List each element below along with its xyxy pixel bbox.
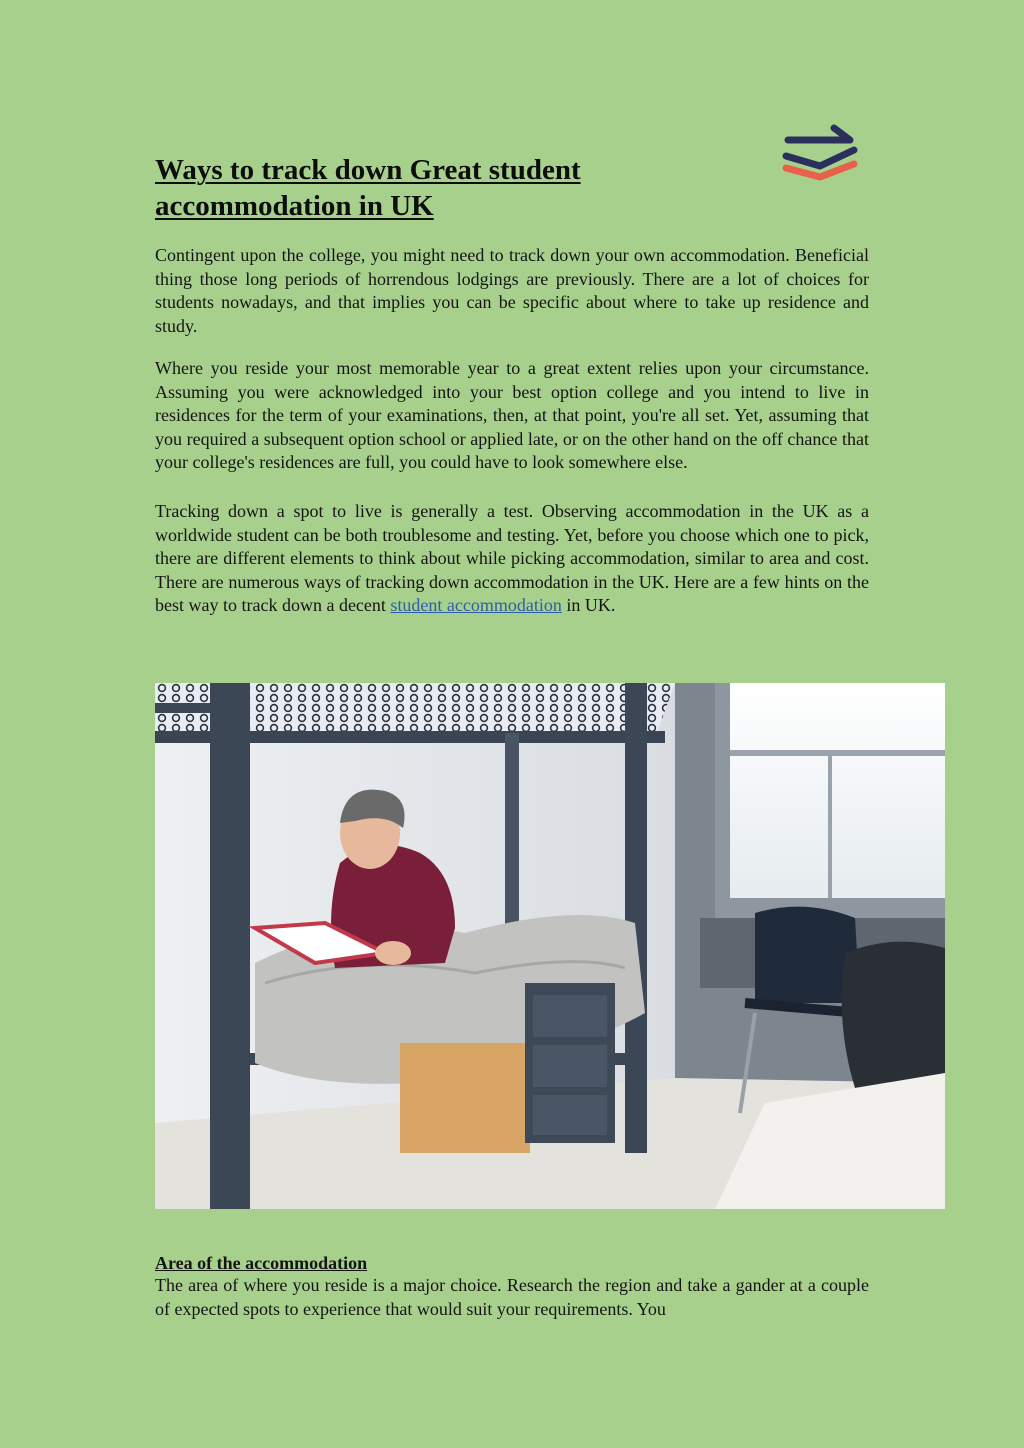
dorm-room-photo xyxy=(155,683,945,1209)
area-paragraph: The area of where you reside is a major choice. Research the region and take a gander at a couple of expected spots to experience that would suit your requirements. You xyxy=(155,1275,869,1319)
tips-text-end: in UK. xyxy=(561,595,616,616)
chevron-stack-logo-icon xyxy=(778,120,862,182)
intro-paragraph: Contingent upon the college, you might need to track down your own accommodation. Beneficial thing those long periods of horrendous lodgings are previously. There are a lot of choices for students nowadays, and that implies you can be specific about where to take up residence and study. xyxy=(155,245,869,336)
tips-paragraph xyxy=(155,500,869,618)
student-accommodation-link[interactable]: student accommodation xyxy=(390,595,562,616)
tips-text: Tracking down a spot to live is generally a test. Observing accommodation in the UK as a worldwide student can be both troublesome and testing. Yet, before you choose which one to pick, there are different elements to think about while picking accommodation, similar to area and cost. There are numerous ways of tracking down accommodation in the UK. Here are a few hints on the best way to track down a decent xyxy=(155,501,869,616)
area-section-heading: Area of the accommodation xyxy=(155,1253,368,1273)
article-title: Ways to track down Great student accommodation in UK xyxy=(155,154,581,222)
circumstance-paragraph: Where you reside your most memorable year to a great extent relies upon your circumstance. Assuming you were acknowledged into your best option college and you intend to live in residences for the term of your examinations, then, at that point, you're all set. Yet, assuming that you required a subsequent option school or applied late, or on the other hand on the off chance that your college's residences are full, you could have to look somewhere else. xyxy=(155,358,869,473)
